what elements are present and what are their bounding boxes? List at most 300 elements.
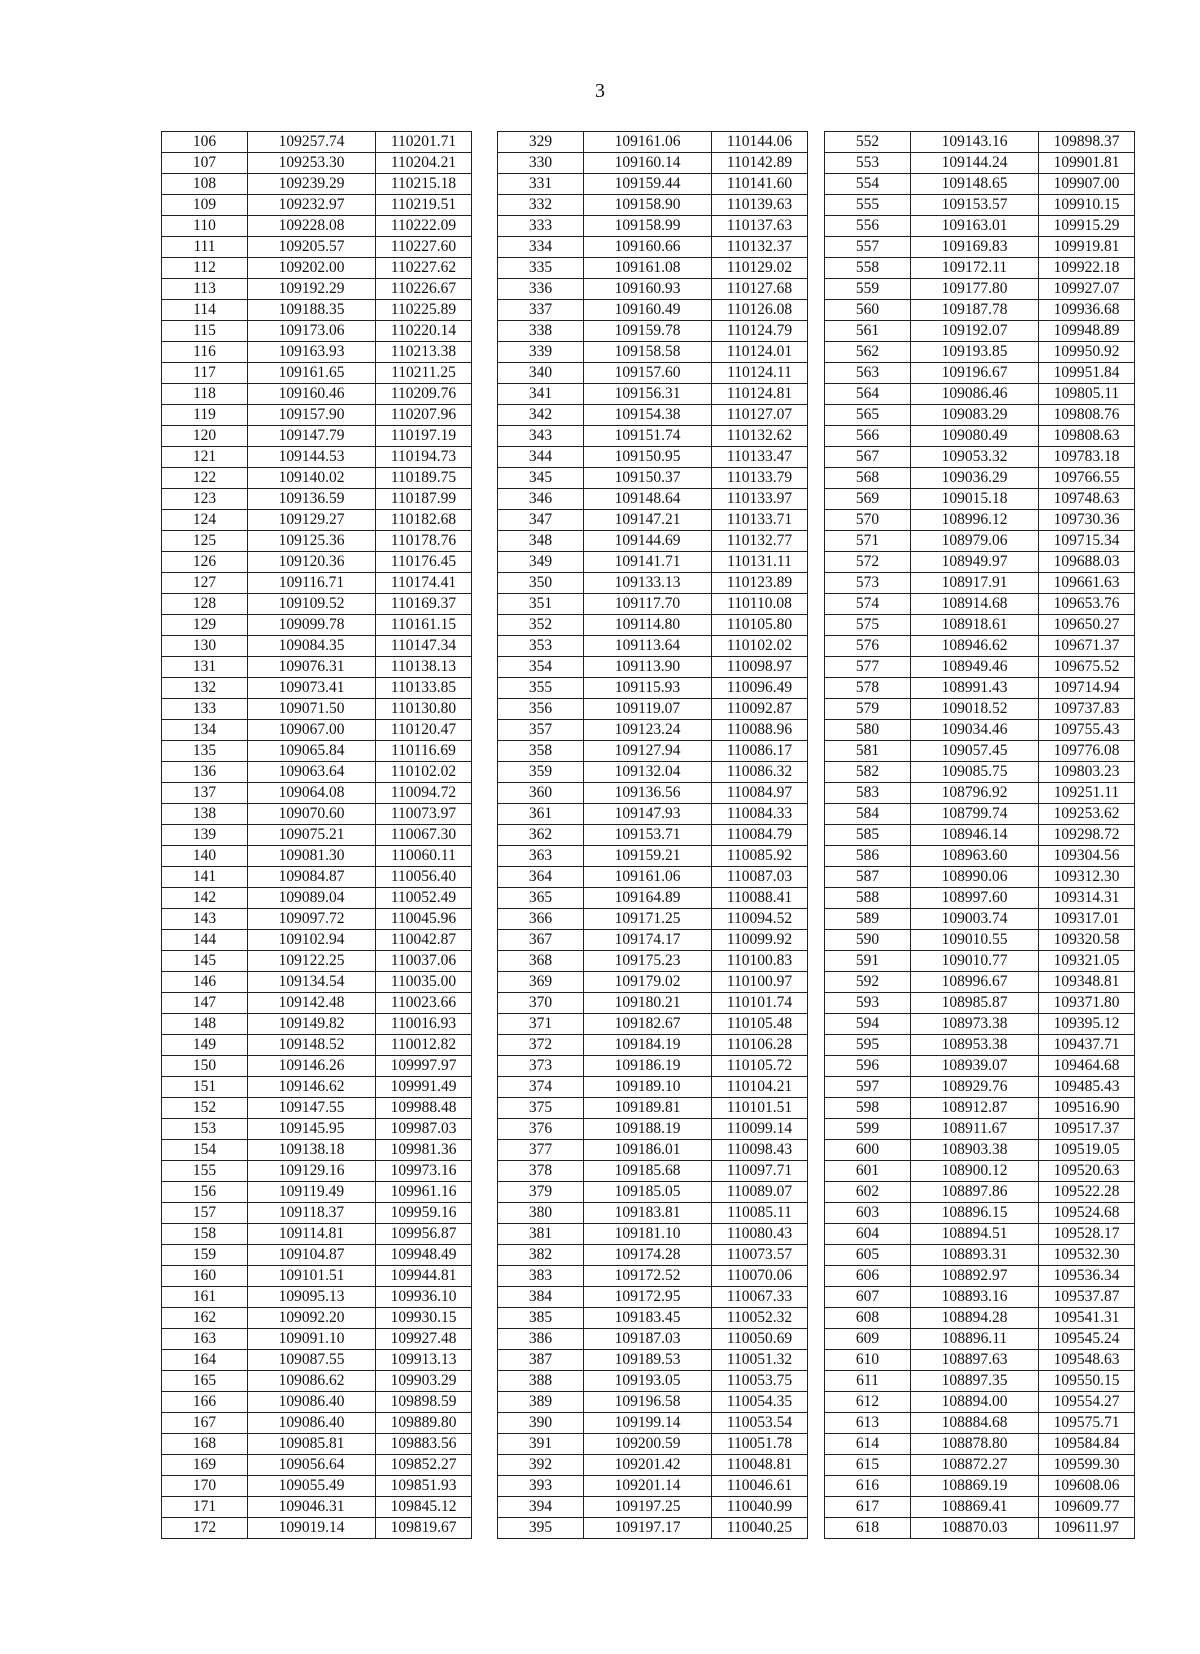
table-row <box>162 720 472 741</box>
x-coordinate-cell: 109123.24 <box>584 720 712 741</box>
table-row <box>825 909 1135 930</box>
table-row <box>825 1119 1135 1140</box>
x-coordinate-cell: 108991.43 <box>911 678 1039 699</box>
table-row <box>498 972 808 993</box>
x-coordinate-cell: 109239.29 <box>248 174 376 195</box>
table-row <box>498 531 808 552</box>
table-row <box>498 279 808 300</box>
point-number-cell: 373 <box>498 1056 584 1077</box>
table-row <box>162 321 472 342</box>
y-coordinate-cell: 109808.76 <box>1039 405 1135 426</box>
table-row <box>162 195 472 216</box>
x-coordinate-cell: 108893.16 <box>911 1287 1039 1308</box>
table-row <box>825 741 1135 762</box>
y-coordinate-cell: 110207.96 <box>376 405 472 426</box>
table-row <box>498 1056 808 1077</box>
x-coordinate-cell: 109192.07 <box>911 321 1039 342</box>
point-number-cell: 553 <box>825 153 911 174</box>
x-coordinate-cell: 108949.46 <box>911 657 1039 678</box>
table-row <box>498 804 808 825</box>
y-coordinate-cell: 109910.15 <box>1039 195 1135 216</box>
point-number-cell: 372 <box>498 1035 584 1056</box>
y-coordinate-cell: 109901.81 <box>1039 153 1135 174</box>
table-row <box>825 552 1135 573</box>
point-number-cell: 356 <box>498 699 584 720</box>
point-number-cell: 603 <box>825 1203 911 1224</box>
point-number-cell: 160 <box>162 1266 248 1287</box>
point-number-cell: 380 <box>498 1203 584 1224</box>
point-number-cell: 364 <box>498 867 584 888</box>
x-coordinate-cell: 109070.60 <box>248 804 376 825</box>
x-coordinate-cell: 108996.67 <box>911 972 1039 993</box>
x-coordinate-cell: 109188.19 <box>584 1119 712 1140</box>
table-row <box>162 363 472 384</box>
y-coordinate-cell: 110147.34 <box>376 636 472 657</box>
x-coordinate-cell: 109080.49 <box>911 426 1039 447</box>
point-number-cell: 111 <box>162 237 248 258</box>
point-number-cell: 166 <box>162 1392 248 1413</box>
y-coordinate-cell: 110222.09 <box>376 216 472 237</box>
x-coordinate-cell: 108869.41 <box>911 1497 1039 1518</box>
table-row <box>825 615 1135 636</box>
point-number-cell: 381 <box>498 1224 584 1245</box>
y-coordinate-cell: 109730.36 <box>1039 510 1135 531</box>
point-number-cell: 114 <box>162 300 248 321</box>
table-row <box>162 1392 472 1413</box>
point-number-cell: 344 <box>498 447 584 468</box>
point-number-cell: 334 <box>498 237 584 258</box>
point-number-cell: 369 <box>498 972 584 993</box>
y-coordinate-cell: 110104.21 <box>712 1077 808 1098</box>
x-coordinate-cell: 109119.07 <box>584 699 712 720</box>
table-row <box>825 951 1135 972</box>
y-coordinate-cell: 109371.80 <box>1039 993 1135 1014</box>
x-coordinate-cell: 108893.31 <box>911 1245 1039 1266</box>
x-coordinate-cell: 109156.31 <box>584 384 712 405</box>
point-number-cell: 141 <box>162 867 248 888</box>
point-number-cell: 153 <box>162 1119 248 1140</box>
table-row <box>498 489 808 510</box>
x-coordinate-cell: 108917.91 <box>911 573 1039 594</box>
point-number-cell: 378 <box>498 1161 584 1182</box>
x-coordinate-cell: 108979.06 <box>911 531 1039 552</box>
table-row <box>162 237 472 258</box>
y-coordinate-cell: 110211.25 <box>376 363 472 384</box>
x-coordinate-cell: 109228.08 <box>248 216 376 237</box>
y-coordinate-cell: 109907.00 <box>1039 174 1135 195</box>
y-coordinate-cell: 109927.48 <box>376 1329 472 1350</box>
x-coordinate-cell: 109180.21 <box>584 993 712 1014</box>
table-row <box>498 657 808 678</box>
point-number-cell: 613 <box>825 1413 911 1434</box>
table-row <box>825 1455 1135 1476</box>
x-coordinate-cell: 109073.41 <box>248 678 376 699</box>
x-coordinate-cell: 109133.13 <box>584 573 712 594</box>
y-coordinate-cell: 109653.76 <box>1039 594 1135 615</box>
y-coordinate-cell: 109852.27 <box>376 1455 472 1476</box>
x-coordinate-cell: 109160.14 <box>584 153 712 174</box>
y-coordinate-cell: 109537.87 <box>1039 1287 1135 1308</box>
x-coordinate-cell: 109199.14 <box>584 1413 712 1434</box>
point-number-cell: 568 <box>825 468 911 489</box>
table-row <box>825 888 1135 909</box>
y-coordinate-cell: 110094.72 <box>376 783 472 804</box>
y-coordinate-cell: 109611.97 <box>1039 1518 1135 1539</box>
y-coordinate-cell: 110092.87 <box>712 699 808 720</box>
point-number-cell: 165 <box>162 1371 248 1392</box>
point-number-cell: 112 <box>162 258 248 279</box>
x-coordinate-cell: 109057.45 <box>911 741 1039 762</box>
x-coordinate-cell: 109127.94 <box>584 741 712 762</box>
point-number-cell: 130 <box>162 636 248 657</box>
point-number-cell: 131 <box>162 657 248 678</box>
table-row <box>825 825 1135 846</box>
point-number-cell: 354 <box>498 657 584 678</box>
y-coordinate-cell: 109532.30 <box>1039 1245 1135 1266</box>
y-coordinate-cell: 110132.37 <box>712 237 808 258</box>
y-coordinate-cell: 109584.84 <box>1039 1434 1135 1455</box>
point-number-cell: 129 <box>162 615 248 636</box>
table-row <box>498 909 808 930</box>
y-coordinate-cell: 109317.01 <box>1039 909 1135 930</box>
point-number-cell: 342 <box>498 405 584 426</box>
point-number-cell: 346 <box>498 489 584 510</box>
y-coordinate-cell: 110213.38 <box>376 342 472 363</box>
x-coordinate-cell: 108870.03 <box>911 1518 1039 1539</box>
y-coordinate-cell: 110226.67 <box>376 279 472 300</box>
point-number-cell: 125 <box>162 531 248 552</box>
table-row <box>825 237 1135 258</box>
y-coordinate-cell: 110052.32 <box>712 1308 808 1329</box>
table-row <box>498 321 808 342</box>
x-coordinate-cell: 109015.18 <box>911 489 1039 510</box>
table-row <box>162 258 472 279</box>
x-coordinate-cell: 109158.99 <box>584 216 712 237</box>
table-row <box>825 1224 1135 1245</box>
point-number-cell: 575 <box>825 615 911 636</box>
y-coordinate-cell: 109661.63 <box>1039 573 1135 594</box>
x-coordinate-cell: 109157.60 <box>584 363 712 384</box>
point-number-cell: 592 <box>825 972 911 993</box>
y-coordinate-cell: 110053.75 <box>712 1371 808 1392</box>
x-coordinate-cell: 108894.28 <box>911 1308 1039 1329</box>
y-coordinate-cell: 110080.43 <box>712 1224 808 1245</box>
point-number-cell: 113 <box>162 279 248 300</box>
x-coordinate-cell: 109174.28 <box>584 1245 712 1266</box>
y-coordinate-cell: 110053.54 <box>712 1413 808 1434</box>
table-row <box>825 846 1135 867</box>
y-coordinate-cell: 109608.06 <box>1039 1476 1135 1497</box>
y-coordinate-cell: 110110.08 <box>712 594 808 615</box>
point-number-cell: 106 <box>162 132 248 153</box>
point-number-cell: 149 <box>162 1035 248 1056</box>
y-coordinate-cell: 110050.69 <box>712 1329 808 1350</box>
point-number-cell: 577 <box>825 657 911 678</box>
y-coordinate-cell: 109304.56 <box>1039 846 1135 867</box>
x-coordinate-cell: 108897.35 <box>911 1371 1039 1392</box>
point-number-cell: 555 <box>825 195 911 216</box>
y-coordinate-cell: 109298.72 <box>1039 825 1135 846</box>
x-coordinate-cell: 109172.95 <box>584 1287 712 1308</box>
x-coordinate-cell: 108894.51 <box>911 1224 1039 1245</box>
x-coordinate-cell: 109146.62 <box>248 1077 376 1098</box>
table-row <box>825 132 1135 153</box>
table-row <box>162 657 472 678</box>
point-number-cell: 127 <box>162 573 248 594</box>
table-row <box>162 510 472 531</box>
y-coordinate-cell: 110089.07 <box>712 1182 808 1203</box>
table-row <box>498 1203 808 1224</box>
y-coordinate-cell: 110169.37 <box>376 594 472 615</box>
point-number-cell: 148 <box>162 1014 248 1035</box>
table-row <box>825 762 1135 783</box>
x-coordinate-cell: 109172.52 <box>584 1266 712 1287</box>
table-row <box>498 363 808 384</box>
y-coordinate-cell: 109688.03 <box>1039 552 1135 573</box>
point-number-cell: 377 <box>498 1140 584 1161</box>
table-row <box>162 1455 472 1476</box>
x-coordinate-cell: 109185.05 <box>584 1182 712 1203</box>
table-row <box>825 1266 1135 1287</box>
point-number-cell: 361 <box>498 804 584 825</box>
y-coordinate-cell: 110120.47 <box>376 720 472 741</box>
point-number-cell: 576 <box>825 636 911 657</box>
x-coordinate-cell: 109129.27 <box>248 510 376 531</box>
point-number-cell: 588 <box>825 888 911 909</box>
x-coordinate-cell: 109179.02 <box>584 972 712 993</box>
x-coordinate-cell: 109188.35 <box>248 300 376 321</box>
table-row <box>498 699 808 720</box>
x-coordinate-cell: 109159.21 <box>584 846 712 867</box>
table-row <box>162 216 472 237</box>
x-coordinate-cell: 109186.01 <box>584 1140 712 1161</box>
point-number-cell: 330 <box>498 153 584 174</box>
table-row <box>825 1203 1135 1224</box>
y-coordinate-cell: 109314.31 <box>1039 888 1135 909</box>
y-coordinate-cell: 110096.49 <box>712 678 808 699</box>
x-coordinate-cell: 108946.14 <box>911 825 1039 846</box>
point-number-cell: 616 <box>825 1476 911 1497</box>
x-coordinate-cell: 109067.00 <box>248 720 376 741</box>
y-coordinate-cell: 110132.62 <box>712 426 808 447</box>
table-row <box>498 930 808 951</box>
y-coordinate-cell: 110133.97 <box>712 489 808 510</box>
point-number-cell: 594 <box>825 1014 911 1035</box>
y-coordinate-cell: 110133.47 <box>712 447 808 468</box>
point-number-cell: 150 <box>162 1056 248 1077</box>
point-number-cell: 365 <box>498 888 584 909</box>
x-coordinate-cell: 109142.48 <box>248 993 376 1014</box>
x-coordinate-cell: 109055.49 <box>248 1476 376 1497</box>
x-coordinate-cell: 109164.89 <box>584 888 712 909</box>
x-coordinate-cell: 109187.78 <box>911 300 1039 321</box>
table-row <box>498 993 808 1014</box>
x-coordinate-cell: 109200.59 <box>584 1434 712 1455</box>
table-row <box>498 405 808 426</box>
x-coordinate-cell: 109138.18 <box>248 1140 376 1161</box>
x-coordinate-cell: 109196.67 <box>911 363 1039 384</box>
point-number-cell: 379 <box>498 1182 584 1203</box>
point-number-cell: 561 <box>825 321 911 342</box>
y-coordinate-cell: 110094.52 <box>712 909 808 930</box>
y-coordinate-cell: 110142.89 <box>712 153 808 174</box>
x-coordinate-cell: 109153.71 <box>584 825 712 846</box>
point-number-cell: 155 <box>162 1161 248 1182</box>
point-number-cell: 605 <box>825 1245 911 1266</box>
y-coordinate-cell: 109714.94 <box>1039 678 1135 699</box>
point-number-cell: 569 <box>825 489 911 510</box>
table-row <box>825 342 1135 363</box>
table-row <box>825 1518 1135 1539</box>
table-row <box>162 951 472 972</box>
table-row <box>825 1140 1135 1161</box>
point-number-cell: 608 <box>825 1308 911 1329</box>
table-row <box>825 720 1135 741</box>
table-row <box>825 405 1135 426</box>
point-number-cell: 557 <box>825 237 911 258</box>
table-row <box>825 1497 1135 1518</box>
y-coordinate-cell: 110161.15 <box>376 615 472 636</box>
point-number-cell: 389 <box>498 1392 584 1413</box>
table-row <box>162 1476 472 1497</box>
x-coordinate-cell: 109097.72 <box>248 909 376 930</box>
table-row <box>825 993 1135 1014</box>
x-coordinate-cell: 109161.06 <box>584 132 712 153</box>
y-coordinate-cell: 109548.63 <box>1039 1350 1135 1371</box>
table-row <box>162 615 472 636</box>
x-coordinate-cell: 109201.42 <box>584 1455 712 1476</box>
point-number-cell: 593 <box>825 993 911 1014</box>
table-row <box>162 1098 472 1119</box>
point-number-cell: 134 <box>162 720 248 741</box>
table-row <box>825 594 1135 615</box>
x-coordinate-cell: 109144.69 <box>584 531 712 552</box>
table-row <box>162 447 472 468</box>
y-coordinate-cell: 110102.02 <box>712 636 808 657</box>
table-row <box>498 783 808 804</box>
point-number-cell: 163 <box>162 1329 248 1350</box>
point-number-cell: 590 <box>825 930 911 951</box>
x-coordinate-cell: 109036.29 <box>911 468 1039 489</box>
y-coordinate-cell: 110132.77 <box>712 531 808 552</box>
y-coordinate-cell: 110045.96 <box>376 909 472 930</box>
y-coordinate-cell: 110197.19 <box>376 426 472 447</box>
table-row <box>498 1371 808 1392</box>
y-coordinate-cell: 109395.12 <box>1039 1014 1135 1035</box>
x-coordinate-cell: 109189.81 <box>584 1098 712 1119</box>
x-coordinate-cell: 109114.81 <box>248 1224 376 1245</box>
point-number-cell: 143 <box>162 909 248 930</box>
x-coordinate-cell: 108912.87 <box>911 1098 1039 1119</box>
point-number-cell: 126 <box>162 552 248 573</box>
table-row <box>162 1329 472 1350</box>
y-coordinate-cell: 110023.66 <box>376 993 472 1014</box>
point-number-cell: 572 <box>825 552 911 573</box>
table-row <box>825 531 1135 552</box>
table-row <box>162 846 472 867</box>
point-number-cell: 383 <box>498 1266 584 1287</box>
point-number-cell: 565 <box>825 405 911 426</box>
point-number-cell: 159 <box>162 1245 248 1266</box>
y-coordinate-cell: 110176.45 <box>376 552 472 573</box>
x-coordinate-cell: 109187.03 <box>584 1329 712 1350</box>
point-number-cell: 595 <box>825 1035 911 1056</box>
table-row <box>825 1245 1135 1266</box>
y-coordinate-cell: 109348.81 <box>1039 972 1135 993</box>
x-coordinate-cell: 109161.65 <box>248 363 376 384</box>
y-coordinate-cell: 110130.80 <box>376 699 472 720</box>
y-coordinate-cell: 110204.21 <box>376 153 472 174</box>
y-coordinate-cell: 110105.80 <box>712 615 808 636</box>
point-number-cell: 359 <box>498 762 584 783</box>
x-coordinate-cell: 109147.21 <box>584 510 712 531</box>
point-number-cell: 602 <box>825 1182 911 1203</box>
y-coordinate-cell: 110100.83 <box>712 951 808 972</box>
y-coordinate-cell: 110042.87 <box>376 930 472 951</box>
table-row <box>498 552 808 573</box>
y-coordinate-cell: 110084.79 <box>712 825 808 846</box>
point-number-cell: 144 <box>162 930 248 951</box>
y-coordinate-cell: 110138.13 <box>376 657 472 678</box>
x-coordinate-cell: 109159.44 <box>584 174 712 195</box>
y-coordinate-cell: 109766.55 <box>1039 468 1135 489</box>
x-coordinate-cell: 109086.46 <box>911 384 1039 405</box>
table-row <box>498 1224 808 1245</box>
point-number-cell: 169 <box>162 1455 248 1476</box>
y-coordinate-cell: 109437.71 <box>1039 1035 1135 1056</box>
point-number-cell: 132 <box>162 678 248 699</box>
y-coordinate-cell: 110225.89 <box>376 300 472 321</box>
table-row <box>825 1056 1135 1077</box>
x-coordinate-cell: 109158.58 <box>584 342 712 363</box>
x-coordinate-cell: 109122.25 <box>248 951 376 972</box>
x-coordinate-cell: 109140.02 <box>248 468 376 489</box>
y-coordinate-cell: 109956.87 <box>376 1224 472 1245</box>
x-coordinate-cell: 109087.55 <box>248 1350 376 1371</box>
x-coordinate-cell: 109148.52 <box>248 1035 376 1056</box>
x-coordinate-cell: 108892.97 <box>911 1266 1039 1287</box>
y-coordinate-cell: 109988.48 <box>376 1098 472 1119</box>
table-row <box>162 1245 472 1266</box>
table-row <box>825 1350 1135 1371</box>
table-row <box>498 216 808 237</box>
y-coordinate-cell: 109903.29 <box>376 1371 472 1392</box>
y-coordinate-cell: 110088.96 <box>712 720 808 741</box>
y-coordinate-cell: 110073.97 <box>376 804 472 825</box>
x-coordinate-cell: 108973.38 <box>911 1014 1039 1035</box>
x-coordinate-cell: 108897.86 <box>911 1182 1039 1203</box>
x-coordinate-cell: 109253.30 <box>248 153 376 174</box>
table-row <box>162 699 472 720</box>
x-coordinate-cell: 109113.90 <box>584 657 712 678</box>
y-coordinate-cell: 110105.72 <box>712 1056 808 1077</box>
y-coordinate-cell: 110174.41 <box>376 573 472 594</box>
table-row <box>825 1161 1135 1182</box>
point-number-cell: 124 <box>162 510 248 531</box>
table-row <box>162 1182 472 1203</box>
x-coordinate-cell: 109182.67 <box>584 1014 712 1035</box>
table-row <box>498 762 808 783</box>
y-coordinate-cell: 110051.78 <box>712 1434 808 1455</box>
x-coordinate-cell: 109114.80 <box>584 615 712 636</box>
x-coordinate-cell: 109095.13 <box>248 1287 376 1308</box>
x-coordinate-cell: 108990.06 <box>911 867 1039 888</box>
x-coordinate-cell: 109104.87 <box>248 1245 376 1266</box>
table-row <box>825 1014 1135 1035</box>
table-row <box>825 699 1135 720</box>
x-coordinate-cell: 108914.68 <box>911 594 1039 615</box>
y-coordinate-cell: 110131.11 <box>712 552 808 573</box>
